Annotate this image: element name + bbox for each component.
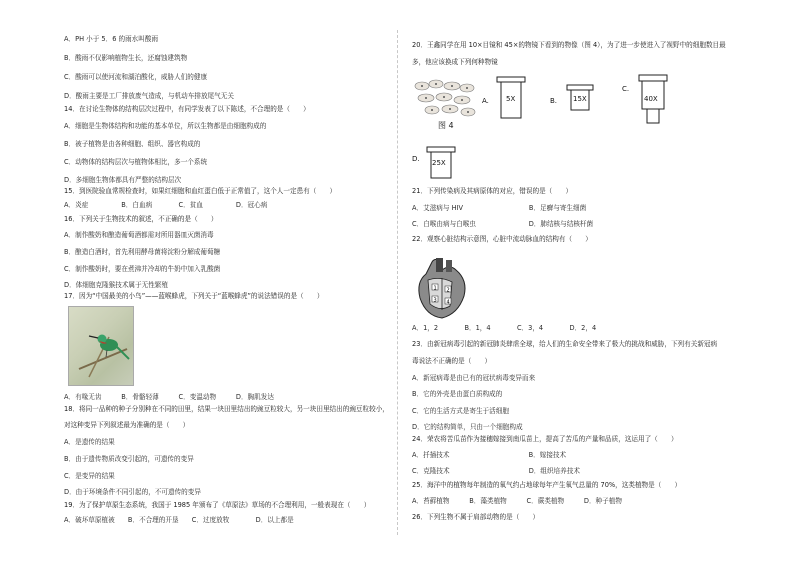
q13-option-a: A．PH 小于 5．6 的雨水叫酸雨 [64, 35, 159, 43]
q17-stem: 17．因为“中国最美的小鸟”——蓝喉蜂虎，下列关于“蓝喉蜂虎”的说法错误的是（ ） [64, 292, 324, 300]
q14-option-a: A．细胞是生物体结构和功能的基本单位，所以生物都是由细胞构成的 [64, 122, 267, 130]
q14-option-d: D．多细胞生物体都具有严整的结构层次 [64, 176, 182, 184]
bird-photo [68, 306, 134, 386]
q16-stem: 16．下列关于生物技术的叙述，不正确的是（ ） [64, 215, 218, 223]
heart-label-3: 3 [433, 297, 437, 304]
q20-stem-line1: 20．王鑫同学在用 10×目镜和 45×的物镜下看到的物像（图 4），为了进一步使进入了视野中的细胞数目最 [412, 41, 726, 49]
q14-option-b: B．被子植物是由各种细胞、组织、器官构成的 [64, 140, 201, 148]
heart-diagram [412, 256, 474, 322]
heart-label-4: 4 [446, 299, 450, 306]
q18-option-b: B．由于遗传物质改变引起的，可遗传的变异 [64, 455, 194, 463]
q13-option-c: C．酸雨可以使河流和湖泊酸化，威胁人们的健康 [64, 73, 208, 81]
column-divider [397, 30, 398, 535]
q19-options: A．破坏草原植被 B．不合理的开垦 C．过度放牧 D．以上都是 [64, 516, 294, 524]
q21-stem: 21．下列传染病及其病原体的对应，错误的是（ ） [412, 187, 573, 195]
q21-options-cd: C．白喉由病与白喉虫 D．肺结核与结核杆菌 [412, 220, 594, 228]
q22-options: A．1，2 B．1，4 C．3，4 D．2，4 [412, 324, 597, 332]
q20-stem-line2: 多，他应该换成下列何种物镜 [412, 58, 498, 66]
q18-stem-line2: 对这种变异下列叙述最为准确的是（ ） [64, 421, 190, 429]
q26-stem: 26．下列生物不属于肩部动物的是（ ） [412, 513, 540, 521]
lens-option-a: A. 5X [482, 76, 534, 120]
q25-stem: 25．海洋中的植物每年制造的氧气约占地球每年产生氧气总量的 70%，这类植物是（ ） [412, 481, 682, 489]
q16-option-d: D．体细胞克隆猴技术属于无性繁殖 [64, 281, 168, 289]
q15-options: A．炎症 B．白血病 C．贫血 D．冠心病 [64, 201, 268, 209]
q23-option-a: A．新冠病毒是由已有的冠状病毒变异而来 [412, 374, 536, 382]
q23-stem-line1: 23．由新冠病毒引起的新冠肺炎肆虐全球，给人们的生命安全带来了极大的挑战和威胁，下列有关新冠病 [412, 340, 718, 348]
q23-option-d: D．它的结构简单，只由一个细胞构成 [412, 423, 523, 431]
cells-image [412, 76, 480, 120]
bee-eater-illustration [69, 307, 134, 386]
q23-option-b: B．它的外壳是由蛋白质构成的 [412, 390, 503, 398]
q24-options-ab: A．扦插技术 B．嫁接技术 [412, 451, 567, 459]
q14-option-c: C．动物体的结构层次与植物体相比，多一个系统 [64, 158, 208, 166]
q18-option-c: C．是变异的结果 [64, 472, 115, 480]
heart-label-1: 1 [433, 285, 437, 292]
q22-stem: 22．观察心脏结构示意图，心脏中流动脉血的结构有（ ） [412, 235, 592, 243]
q23-option-c: C．它的生活方式是寄生于活细胞 [412, 407, 509, 415]
q16-option-a: A．制作酸奶和酿造葡萄酒都需对所用器皿灭菌消毒 [64, 231, 214, 239]
q13-option-b: B．酸雨不仅影响植物生长，还腐蚀建筑物 [64, 54, 188, 62]
heart-label-2: 2 [446, 287, 450, 294]
q24-options-cd: C．克隆技术 D．组织培养技术 [412, 467, 580, 475]
lens-option-c: C. 40X [622, 74, 674, 126]
q25-options: A．苔藓植物 B．藻类植物 C．蕨类植物 D．种子植物 [412, 497, 622, 505]
lens-option-d: D. 25X [412, 146, 464, 190]
cell-micrograph [412, 76, 480, 126]
q13-option-d: D．酸雨主要是工厂排放废气造成，与机动车排放尾气无关 [64, 92, 234, 100]
figure-4-label: 图 4 [438, 121, 454, 130]
lens-option-b: B. 15X [550, 84, 600, 116]
q18-stem-line1: 18．将同一品种的种子分别种在不同的田里，结果一块田里结出的豌豆粒较大，另一块田里结出的豌豆粒较小， [64, 405, 389, 413]
q16-option-b: B．酿造白酒时，首先利用酵母菌将淀粉分解成葡萄糖 [64, 248, 221, 256]
q18-option-a: A．是遗传的结果 [64, 438, 115, 446]
q21-options-ab: A．艾滋病与 HIV B．足癣与寄生细菌 [412, 204, 587, 212]
q14-stem: 14．在讨论生物体的结构层次过程中，有同学发表了以下陈述，不合理的是（ ） [64, 105, 310, 113]
q23-stem-line2: 毒说法不正确的是（ ） [412, 357, 492, 365]
q17-options: A．有喙无齿 B．骨骼轻薄 C．变温动物 D．胸肌发达 [64, 393, 274, 401]
q15-stem: 15．到医院验血常规检查时，如果红细胞和血红蛋白低于正常值了，这个人一定患有（ ） [64, 187, 337, 195]
q19-stem: 19．为了保护草原生态系统，我国于 1985 年颁布了《草原法》草场的不合理利用，一般表现在（ ） [64, 501, 371, 509]
q18-option-d: D．由于环境条件不同引起的，不可遗传的变异 [64, 488, 201, 496]
heart-structure-image [412, 256, 474, 322]
q16-option-c: C．制作酸奶时，要在煮沸并冷却的牛奶中加入乳酸菌 [64, 265, 221, 273]
objective-lens-icon [426, 146, 458, 190]
q24-stem: 24．荣农将苦瓜苗作为接穗嫁接到南瓜苗上，提高了苦瓜的产量和品质，这运用了（ ） [412, 435, 678, 443]
